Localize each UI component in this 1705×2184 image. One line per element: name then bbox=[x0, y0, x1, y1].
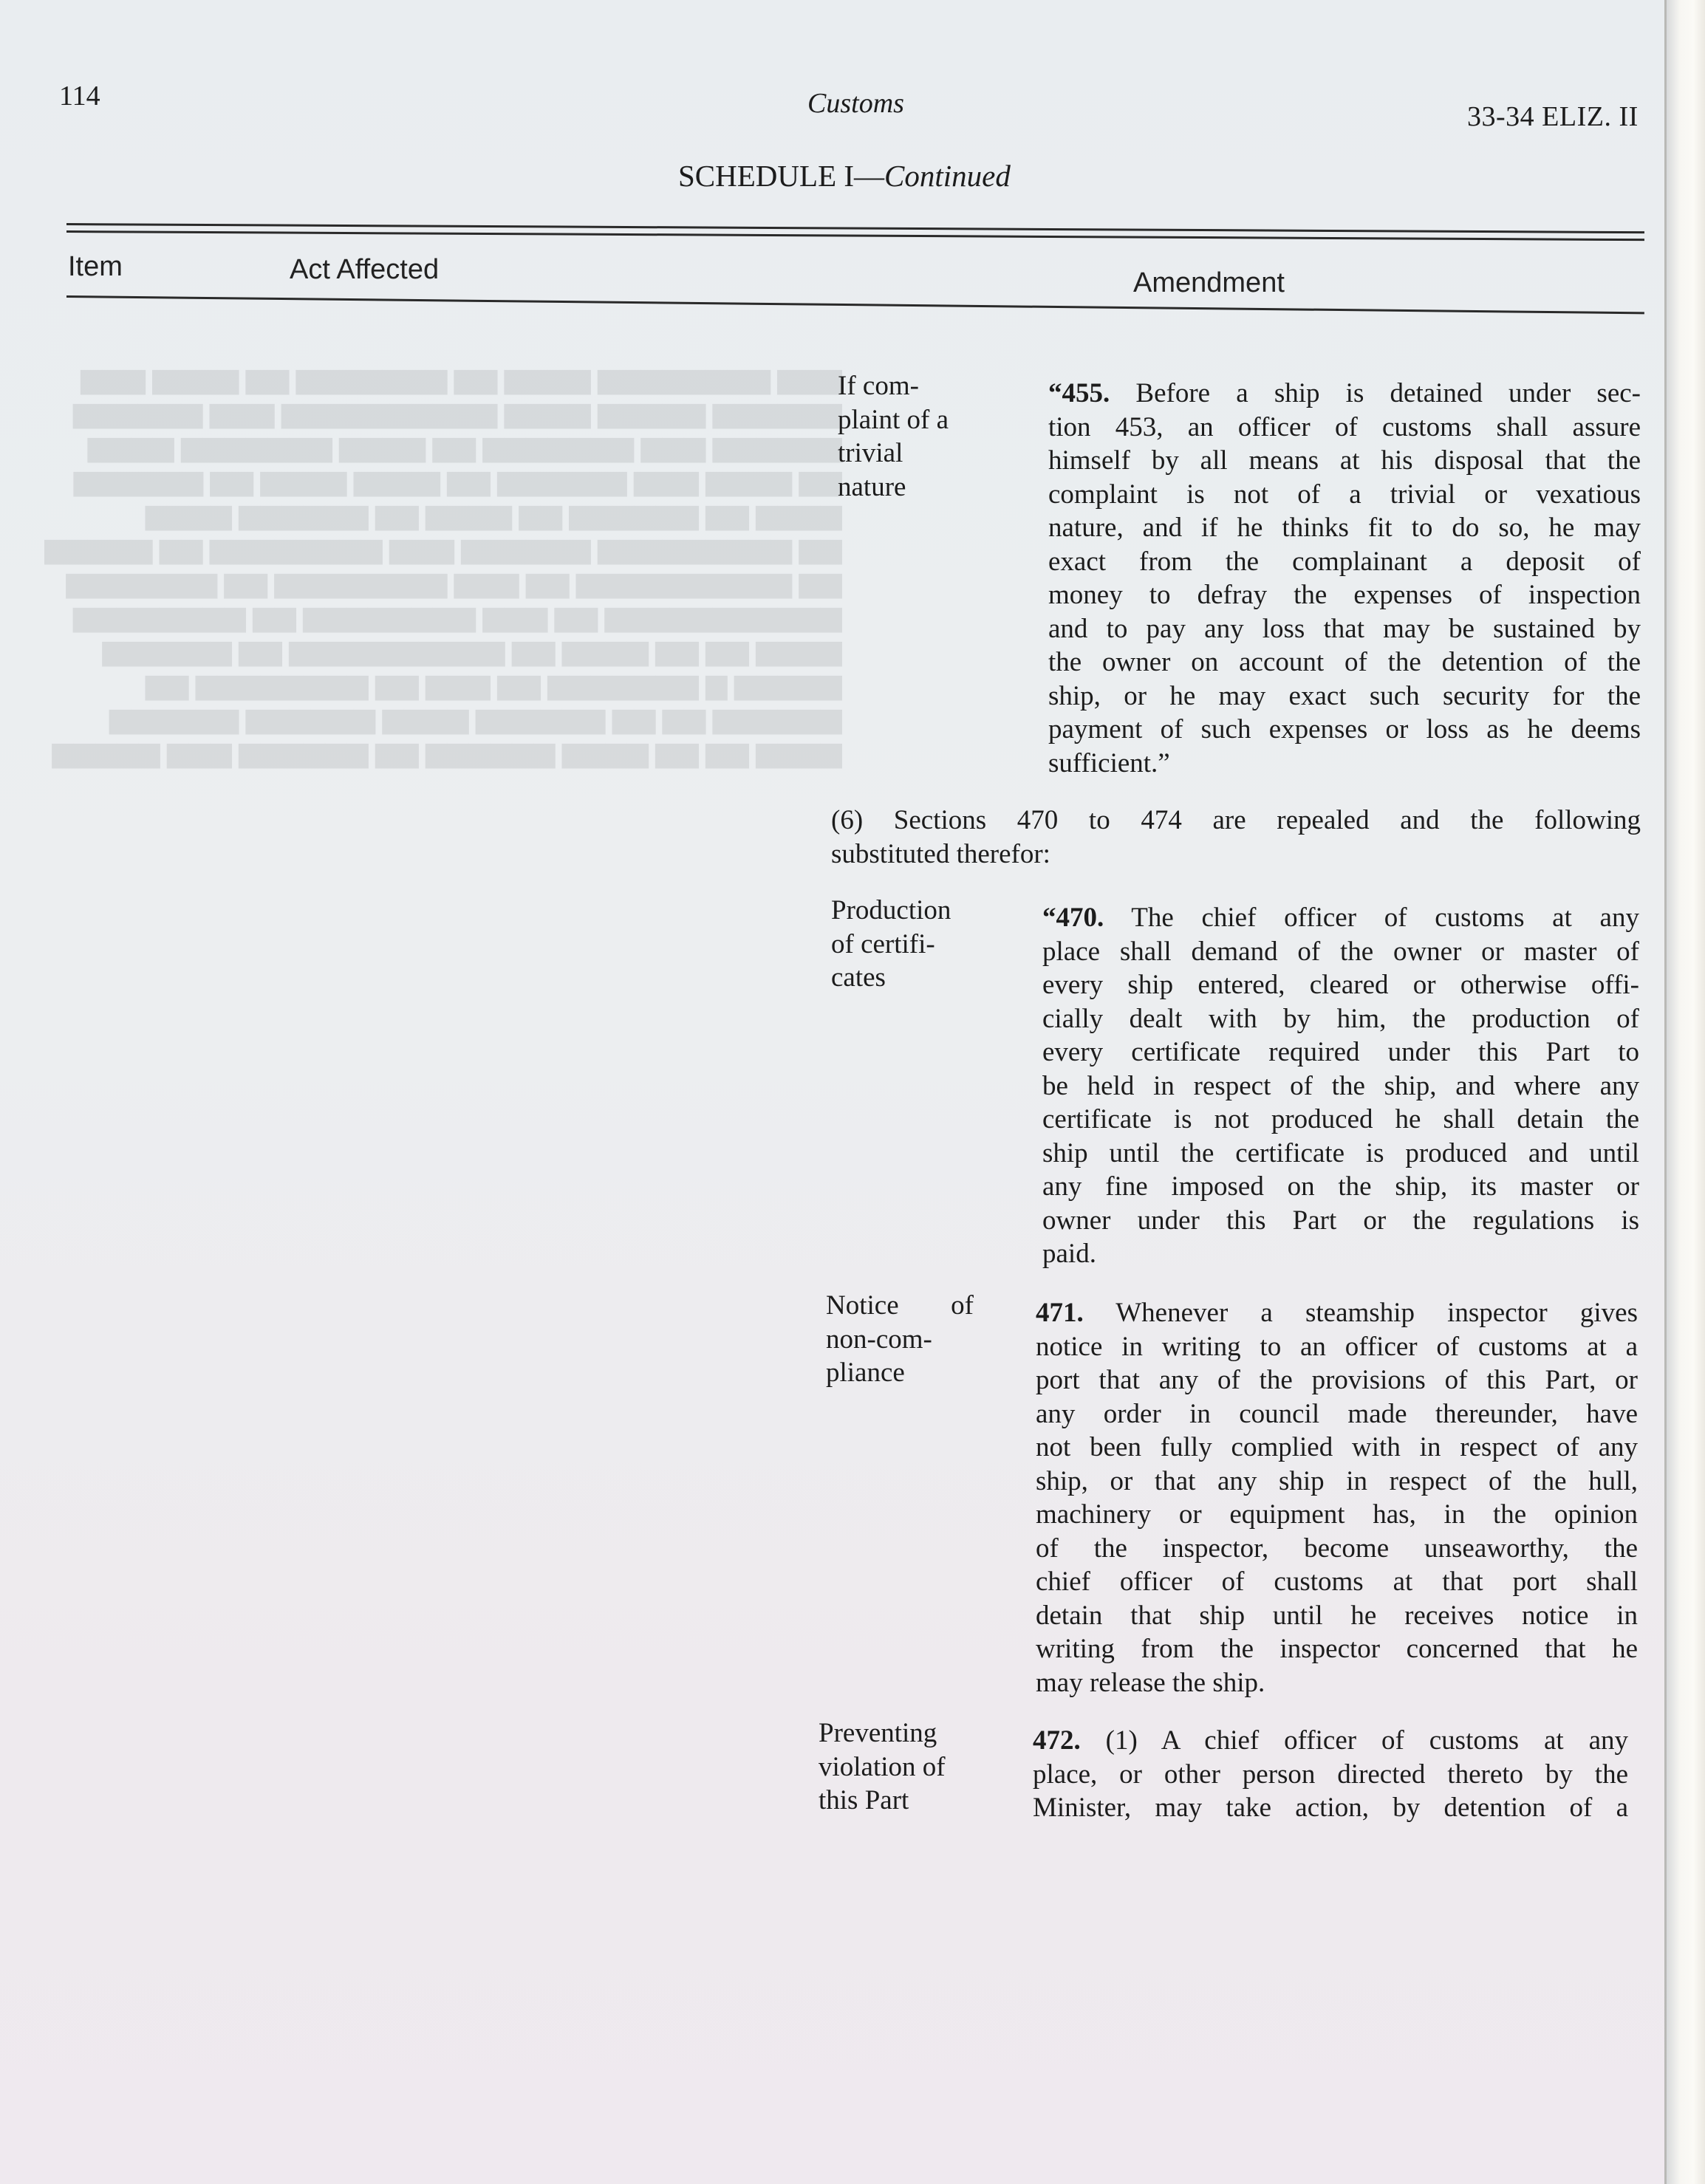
text-line: be held in respect of the ship, and where any bbox=[1042, 1070, 1639, 1101]
text-line: every ship entered, cleared or otherwise offi- bbox=[1042, 970, 1639, 1000]
text-line-content: Before a ship is detained under sec- bbox=[1135, 378, 1641, 408]
margin-note-470 bbox=[831, 894, 951, 995]
text-line: port that any of the provisions of this Part, or bbox=[1036, 1365, 1638, 1395]
text-line: machinery or equipment has, in the opinion bbox=[1036, 1499, 1638, 1530]
text-line: payment of such expenses or loss as he deems bbox=[1048, 714, 1641, 744]
text-line: substituted therefor: bbox=[831, 838, 1050, 869]
margin-note-line: trivial bbox=[838, 438, 903, 468]
text-line bbox=[1048, 377, 1641, 411]
margin-note-line: violation of bbox=[819, 1751, 946, 1782]
margin-note-line: this Part bbox=[819, 1785, 909, 1815]
margin-note-line: of certifi- bbox=[831, 928, 935, 959]
column-header-item: Item bbox=[68, 251, 123, 282]
section-471-text bbox=[1036, 1296, 1638, 1699]
text-line: any order in council made thereunder, have bbox=[1036, 1398, 1638, 1429]
text-line: certificate is not produced he shall detain the bbox=[1042, 1104, 1639, 1134]
margin-note-line: If com- bbox=[838, 371, 919, 401]
text-line: nature, and if he thinks fit to do so, he may bbox=[1048, 513, 1641, 543]
running-title: Customs bbox=[807, 88, 904, 119]
text-line: paid. bbox=[1042, 1239, 1096, 1269]
text-line: place, or other person directed thereto by the bbox=[1033, 1759, 1628, 1790]
section-number: 472. bbox=[1033, 1725, 1081, 1756]
margin-note-line: nature bbox=[838, 471, 906, 502]
text-line: every certificate required under this Part to bbox=[1042, 1037, 1639, 1067]
text-line: the owner on account of the detention of the bbox=[1048, 647, 1641, 677]
column-header-act-affected: Act Affected bbox=[290, 254, 440, 285]
margin-note-472 bbox=[819, 1716, 946, 1818]
text-line: chief officer of customs at that port shall bbox=[1036, 1567, 1638, 1597]
text-line: himself by all means at his disposal that the bbox=[1048, 445, 1641, 476]
text-line-content: (1) A chief officer of customs at any bbox=[1105, 1725, 1628, 1756]
text-line: writing from the inspector concerned that he bbox=[1036, 1634, 1638, 1664]
subsection-6-intro bbox=[831, 804, 1641, 871]
text-line: exact from the complainant a deposit of bbox=[1048, 546, 1641, 577]
margin-note-line: non-com- bbox=[826, 1324, 932, 1355]
text-line: detain that ship until he receives notice in bbox=[1036, 1600, 1638, 1631]
text-line: (6) Sections 470 to 474 are repealed and the following bbox=[831, 805, 1641, 835]
schedule-title-continued: Continued bbox=[884, 159, 1011, 193]
text-line: not been fully complied with in respect of any bbox=[1036, 1432, 1638, 1462]
margin-note-471 bbox=[826, 1289, 974, 1390]
section-472-text bbox=[1033, 1724, 1628, 1825]
text-line: of the inspector, become unseaworthy, the bbox=[1036, 1533, 1638, 1564]
text-line: sufficient.” bbox=[1048, 747, 1170, 778]
schedule-title-main: SCHEDULE I— bbox=[678, 159, 885, 193]
section-number: 471. bbox=[1036, 1298, 1084, 1328]
margin-note-line: pliance bbox=[826, 1358, 905, 1388]
text-line: Minister, may take action, by detention of a bbox=[1033, 1793, 1628, 1823]
text-line: ship, or he may exact such security for the bbox=[1048, 680, 1641, 711]
section-455-text bbox=[1048, 377, 1641, 780]
text-line: ship until the certificate is produced and until bbox=[1042, 1137, 1639, 1168]
text-line: owner under this Part or the regulations is bbox=[1042, 1205, 1639, 1236]
text-line: cially dealt with by him, the production of bbox=[1042, 1003, 1639, 1034]
section-number: “455. bbox=[1048, 378, 1110, 408]
text-line bbox=[1042, 901, 1639, 935]
text-line: ship, or that any ship in respect of the hull, bbox=[1036, 1465, 1638, 1496]
section-number: “470. bbox=[1042, 903, 1104, 933]
header-rule-bottom bbox=[66, 295, 1644, 314]
text-line: notice in writing to an officer of customs at a bbox=[1036, 1331, 1638, 1362]
text-line: and to pay any loss that may be sustained by bbox=[1048, 613, 1641, 644]
page-number: 114 bbox=[59, 81, 100, 112]
column-header-amendment: Amendment bbox=[1133, 267, 1285, 298]
text-line bbox=[1033, 1724, 1628, 1758]
margin-note-line: plaint of a bbox=[838, 404, 949, 435]
text-line: tion 453, an officer of customs shall assure bbox=[1048, 411, 1641, 442]
text-line: any fine imposed on the ship, its master or bbox=[1042, 1171, 1639, 1202]
schedule-title bbox=[678, 158, 1011, 194]
page-binding-edge bbox=[1664, 0, 1705, 2184]
text-line: may release the ship. bbox=[1036, 1667, 1265, 1698]
bleed-through-texture: ▆▆▆ ▆▆▆▆▆▆▆▆ ▆▆▆▆ ▆▆ ▆▆▆▆▆▆▆ ▆▆ ▆▆▆▆ ▆▆▆ ▆▆▆▆▆▆ ▆▆▆▆▆ ▆▆▆▆ ▆▆▆▆▆▆▆▆▆▆ ▆▆▆ ▆▆▆▆▆▆ ▆▆▆▆▆▆ ▆▆▆ ▆▆▆▆▆▆▆ ▆▆ ▆▆▆▆ ▆▆▆▆▆▆▆ ▆▆▆▆ ▆▆ ▆▆▆▆ ▆▆▆ ▆▆▆▆▆▆ ▆▆ ▆▆▆▆ ▆▆▆▆ ▆▆ ▆▆▆▆▆▆ ▆▆▆▆ ▆▆ ▆▆▆▆▆▆ ▆▆ ▆▆▆▆ ▆▆ ▆▆▆▆▆▆ ▆▆▆▆ ▆▆ ▆▆▆▆▆▆▆▆▆ ▆▆▆▆▆▆ ▆▆▆ ▆▆▆▆▆▆▆▆ ▆▆ ▆▆▆▆▆ ▆▆ ▆▆▆▆▆▆▆▆▆▆ ▆▆ ▆▆▆ ▆▆▆▆▆▆▆▆ ▆▆ ▆▆▆▆▆▆▆ ▆▆▆▆▆▆▆▆▆▆▆ ▆▆ ▆▆▆ ▆▆▆▆▆▆▆▆ ▆▆ ▆▆▆▆▆▆▆▆ ▆▆▆▆ ▆▆ ▆▆ ▆▆▆▆ ▆▆ ▆▆▆▆▆▆▆▆▆▆ ▆▆ ▆▆▆▆▆▆ ▆▆▆▆▆ ▆ ▆▆▆▆▆▆▆ ▆▆ ▆▆▆ ▆▆ ▆▆▆▆▆▆▆▆ ▆▆ ▆▆▆▆▆▆ ▆▆ ▆▆ ▆▆▆▆▆▆ ▆▆▆▆ ▆▆▆▆▆▆ ▆▆▆▆▆▆ ▆▆▆▆ ▆▆ ▆▆ ▆▆▆▆ ▆▆▆▆▆▆ ▆▆ ▆▆▆▆▆▆ ▆▆▆ ▆▆▆▆▆ bbox=[44, 363, 842, 768]
margin-note-line: cates bbox=[831, 962, 886, 993]
text-line-content: Whenever a steamship inspector gives bbox=[1115, 1298, 1639, 1328]
text-line: money to defray the expenses of inspection bbox=[1048, 580, 1641, 610]
margin-note-line: Notice of bbox=[826, 1290, 974, 1321]
text-line-content: The chief officer of customs at any bbox=[1131, 903, 1639, 933]
section-470-text bbox=[1042, 901, 1639, 1271]
margin-note-line: Production bbox=[831, 895, 951, 925]
text-line: place shall demand of the owner or master of bbox=[1042, 936, 1639, 967]
margin-note-455 bbox=[838, 369, 949, 504]
text-line bbox=[1036, 1296, 1638, 1330]
margin-note-line: Preventing bbox=[819, 1718, 937, 1748]
text-line: complaint is not of a trivial or vexatious bbox=[1048, 479, 1641, 510]
running-header-right: 33-34 ELIZ. II bbox=[1467, 101, 1639, 132]
